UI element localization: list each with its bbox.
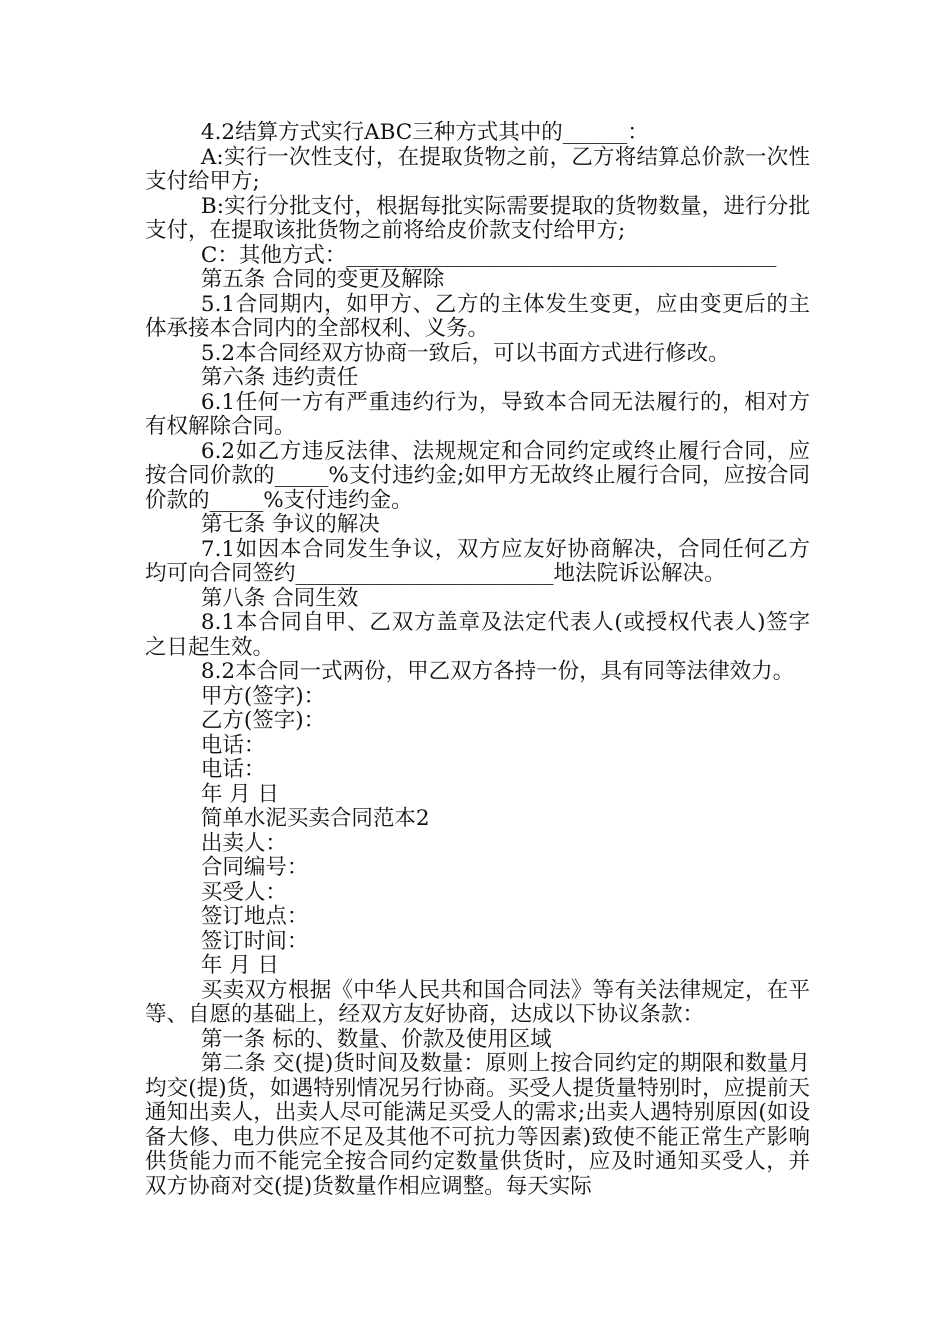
document-paragraph: 5.2本合同经双方协商一致后，可以书面方式进行修改。 [200, 340, 730, 366]
document-paragraph: 简单水泥买卖合同范本2 [200, 806, 430, 831]
document-paragraph: 第七条 争议的解决 [200, 512, 380, 537]
document-paragraph: 签订地点： [200, 904, 309, 929]
document-paragraph: 8.2本合同一式两份，甲乙双方各持一份，具有同等法律效力。 [200, 659, 795, 684]
document-paragraph: 7.1如因本合同发生争议，双方应友好协商解决，合同任何乙方均可向合同签约________________________地法院诉讼解决。 [145, 536, 810, 586]
document-paragraph: 乙方(签字)： [200, 708, 326, 733]
document-paragraph: 第五条 合同的变更及解除 [200, 267, 445, 292]
document-paragraph: 甲方(签字)： [200, 683, 326, 709]
document-paragraph: A:实行一次性支付，在提取货物之前，乙方将结算总价款一次性支付给甲方; [145, 144, 810, 194]
document-paragraph: 第二条 交(提)货时间及数量：原则上按合同约定的期限和数量月均交(提)货，如遇特别情况另行协商。买受人提货量特别时，应提前天通知出卖人，出卖人尽可能满足买受人的需求;出卖人遇特别原因(如设备大修、电力供应不足及其他不可抗力等因素)致使不能正常生产影响供货能力而不能完全按合同约定数量供货时，应及时通知买受人，并双方协商对交(提)货数量作相应调整。每天实际 [145, 1051, 810, 1199]
document-paragraph: 合同编号： [200, 855, 309, 880]
document-paragraph: 8.1本合同自甲、乙双方盖章及法定代表人(或授权代表人)签字之日起生效。 [145, 610, 810, 660]
document-paragraph: 年 月 日 [200, 781, 280, 807]
document-paragraph: 第六条 违约责任 [200, 365, 359, 390]
document-paragraph: C：其他方式：________________________________________ [200, 242, 777, 268]
document-paragraph: 第八条 合同生效 [200, 585, 359, 611]
document-paragraph: 签订时间： [200, 928, 309, 954]
document-paragraph: 年 月 日 [200, 953, 280, 978]
document-paragraph: 电话： [200, 732, 266, 758]
document-paragraph: 4.2结算方式实行ABC三种方式其中的______： [200, 120, 649, 145]
document-paragraph: 第一条 标的、数量、价款及使用区域 [200, 1026, 552, 1052]
document-paragraph: 电话： [200, 757, 266, 782]
document-paragraph: 买受人： [200, 879, 287, 905]
document-paragraph: 5.1合同期内，如甲方、乙方的主体发生变更，应由变更后的主体承接本合同内的全部权利、义务。 [145, 291, 810, 341]
document-body [145, 121, 810, 1199]
document-paragraph: B:实行分批支付，根据每批实际需要提取的货物数量，进行分批支付，在提取该批货物之前将给皮价款支付给甲方; [145, 193, 810, 243]
document-paragraph: 买卖双方根据《中华人民共和国合同法》等有关法律规定，在平等、自愿的基础上，经双方友好协商，达成以下协议条款： [145, 977, 810, 1027]
document-paragraph: 6.1任何一方有严重违约行为，导致本合同无法履行的，相对方有权解除合同。 [145, 389, 810, 439]
document-paragraph: 出卖人： [200, 830, 287, 856]
document-paragraph: 6.2如乙方违反法律、法规规定和合同约定或终止履行合同，应按合同价款的_____%支付违约金;如甲方无故终止履行合同，应按合同价款的_____%支付违约金。 [145, 438, 810, 513]
